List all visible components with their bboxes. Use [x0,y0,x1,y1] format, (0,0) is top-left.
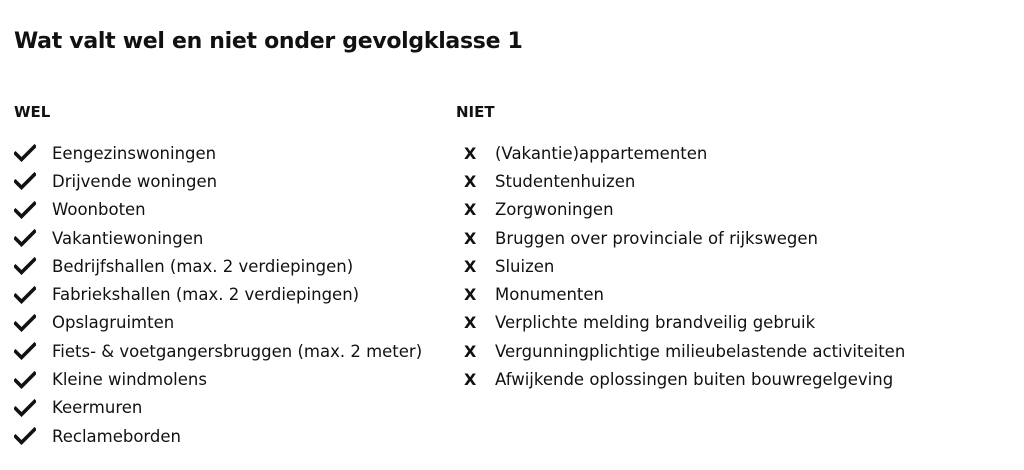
niet-item-label: Vergunningplichtige milieubelastende activiteiten [495,341,906,361]
check-icon [14,172,52,190]
wel-list-item [14,224,422,252]
x-icon: X [464,285,477,305]
x-icon: X [464,341,477,361]
x-icon: X [464,200,477,220]
x-icon: X [464,313,477,333]
check-icon [14,314,52,332]
niet-list-item [456,224,905,252]
wel-item-label: Reclameborden [52,426,182,446]
page-title: Wat valt wel en niet onder gevolgklasse 1 [14,29,523,54]
niet-list [456,139,905,394]
niet-column [456,98,905,394]
wel-item-label: Opslagruimten [52,313,175,333]
niet-list-item [456,196,905,224]
niet-item-label: (Vakantie)appartementen [495,143,708,163]
wel-item-label: Woonboten [52,200,146,220]
niet-list-item [456,280,905,308]
niet-item-label: Afwijkende oplossingen buiten bouwregelgeving [495,370,894,390]
check-icon [14,229,52,247]
wel-item-label: Eengezinswoningen [52,143,217,163]
wel-heading: WEL [14,103,51,121]
wel-list-item [14,196,422,224]
wel-list-item [14,280,422,308]
x-icon: X [464,171,477,191]
wel-list-item [14,422,422,450]
wel-item-label: Bedrijfshallen (max. 2 verdiepingen) [52,256,354,276]
wel-list-item [14,337,422,365]
niet-list-item [456,309,905,337]
check-icon [14,144,52,162]
wel-list-item [14,309,422,337]
x-icon: X [464,143,477,163]
x-icon: X [464,370,477,390]
check-icon [14,201,52,219]
wel-item-label: Vakantiewoningen [52,228,204,248]
niet-item-label: Sluizen [495,256,555,276]
niet-item-label: Studentenhuizen [495,171,636,191]
wel-item-label: Drijvende woningen [52,171,218,191]
wel-item-label: Fabriekshallen (max. 2 verdiepingen) [52,285,360,305]
check-icon [14,286,52,304]
check-icon [14,399,52,417]
wel-list-item [14,394,422,422]
wel-list-item [14,167,422,195]
niet-heading: NIET [456,103,495,121]
check-icon [14,342,52,360]
niet-item-label: Verplichte melding brandveilig gebruik [495,313,816,333]
wel-list-item [14,365,422,393]
check-icon [14,371,52,389]
wel-column [14,98,422,450]
niet-list-item [456,252,905,280]
check-icon [14,257,52,275]
niet-list-item [456,139,905,167]
niet-item-label: Zorgwoningen [495,200,614,220]
wel-item-label: Keermuren [52,398,143,418]
niet-list-item [456,337,905,365]
check-icon [14,427,52,445]
niet-item-label: Bruggen over provinciale of rijkswegen [495,228,818,248]
niet-list-item [456,365,905,393]
x-icon: X [464,228,477,248]
niet-list-item [456,167,905,195]
wel-item-label: Kleine windmolens [52,370,207,390]
x-icon: X [464,256,477,276]
wel-item-label: Fiets- & voetgangersbruggen (max. 2 meter) [52,341,423,361]
wel-list-item [14,252,422,280]
niet-item-label: Monumenten [495,285,605,305]
wel-list [14,139,422,450]
wel-list-item [14,139,422,167]
